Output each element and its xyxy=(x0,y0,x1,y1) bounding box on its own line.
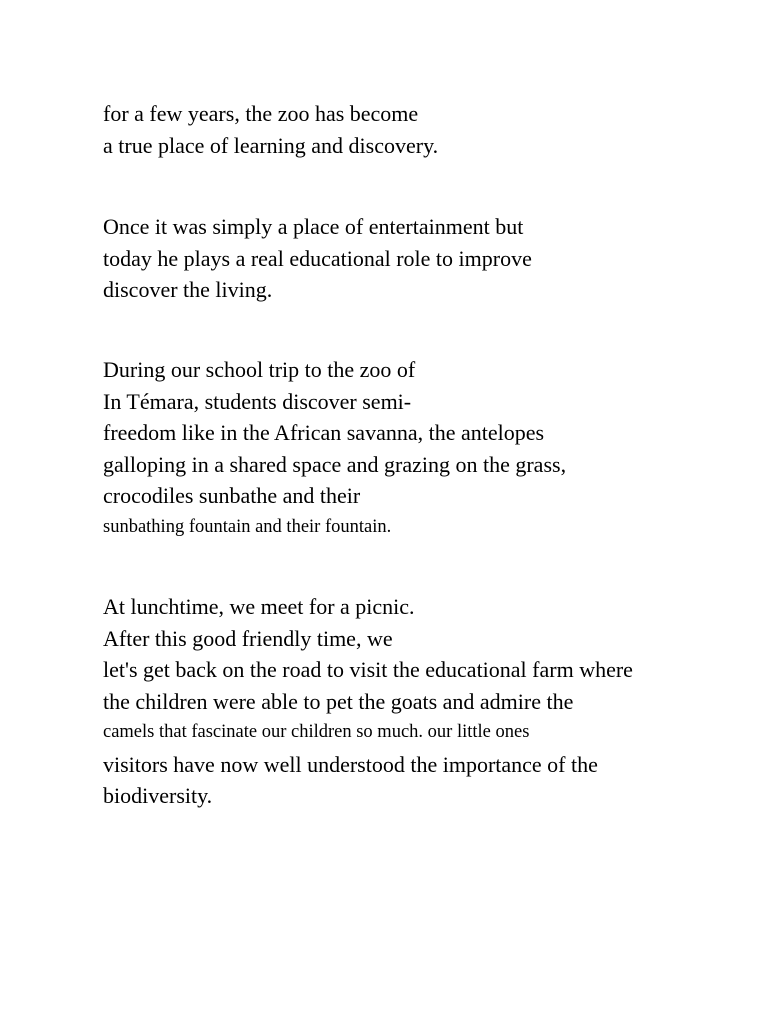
text-line: During our school trip to the zoo of xyxy=(103,357,416,382)
text-line: In Témara, students discover semi- xyxy=(103,388,412,414)
paragraph-picnic-farm xyxy=(103,591,763,812)
text-line: discover the living. xyxy=(103,277,273,302)
text-line: let's get back on the road to visit the educational farm where xyxy=(103,657,633,682)
text-line: freedom like in the African savanna, the antelopes xyxy=(103,420,545,445)
text-line: for a few years, the zoo has become xyxy=(103,101,419,126)
text-line: crocodiles sunbathe and their xyxy=(103,483,361,508)
text-line: camels that fascinate our children so much. our little ones xyxy=(103,722,530,742)
text-line: the children were able to pet the goats and admire the xyxy=(103,688,574,714)
paragraph-zoo-learning xyxy=(103,98,763,161)
text-line: Once it was simply a place of entertainment but xyxy=(103,214,524,239)
text-line: today he plays a real educational role to improve xyxy=(103,245,532,271)
text-line: visitors have now well understood the importance of the xyxy=(103,751,598,777)
text-line: At lunchtime, we meet for a picnic. xyxy=(103,594,415,619)
paragraph-educational-role xyxy=(103,211,763,306)
text-line: biodiversity. xyxy=(103,783,213,808)
paragraph-school-trip xyxy=(103,354,763,543)
text-line: After this good friendly time, we xyxy=(103,625,393,651)
text-line: galloping in a shared space and grazing on the grass, xyxy=(103,451,567,477)
text-line: sunbathing fountain and their fountain. xyxy=(103,516,392,537)
text-line: a true place of learning and discovery. xyxy=(103,132,439,158)
